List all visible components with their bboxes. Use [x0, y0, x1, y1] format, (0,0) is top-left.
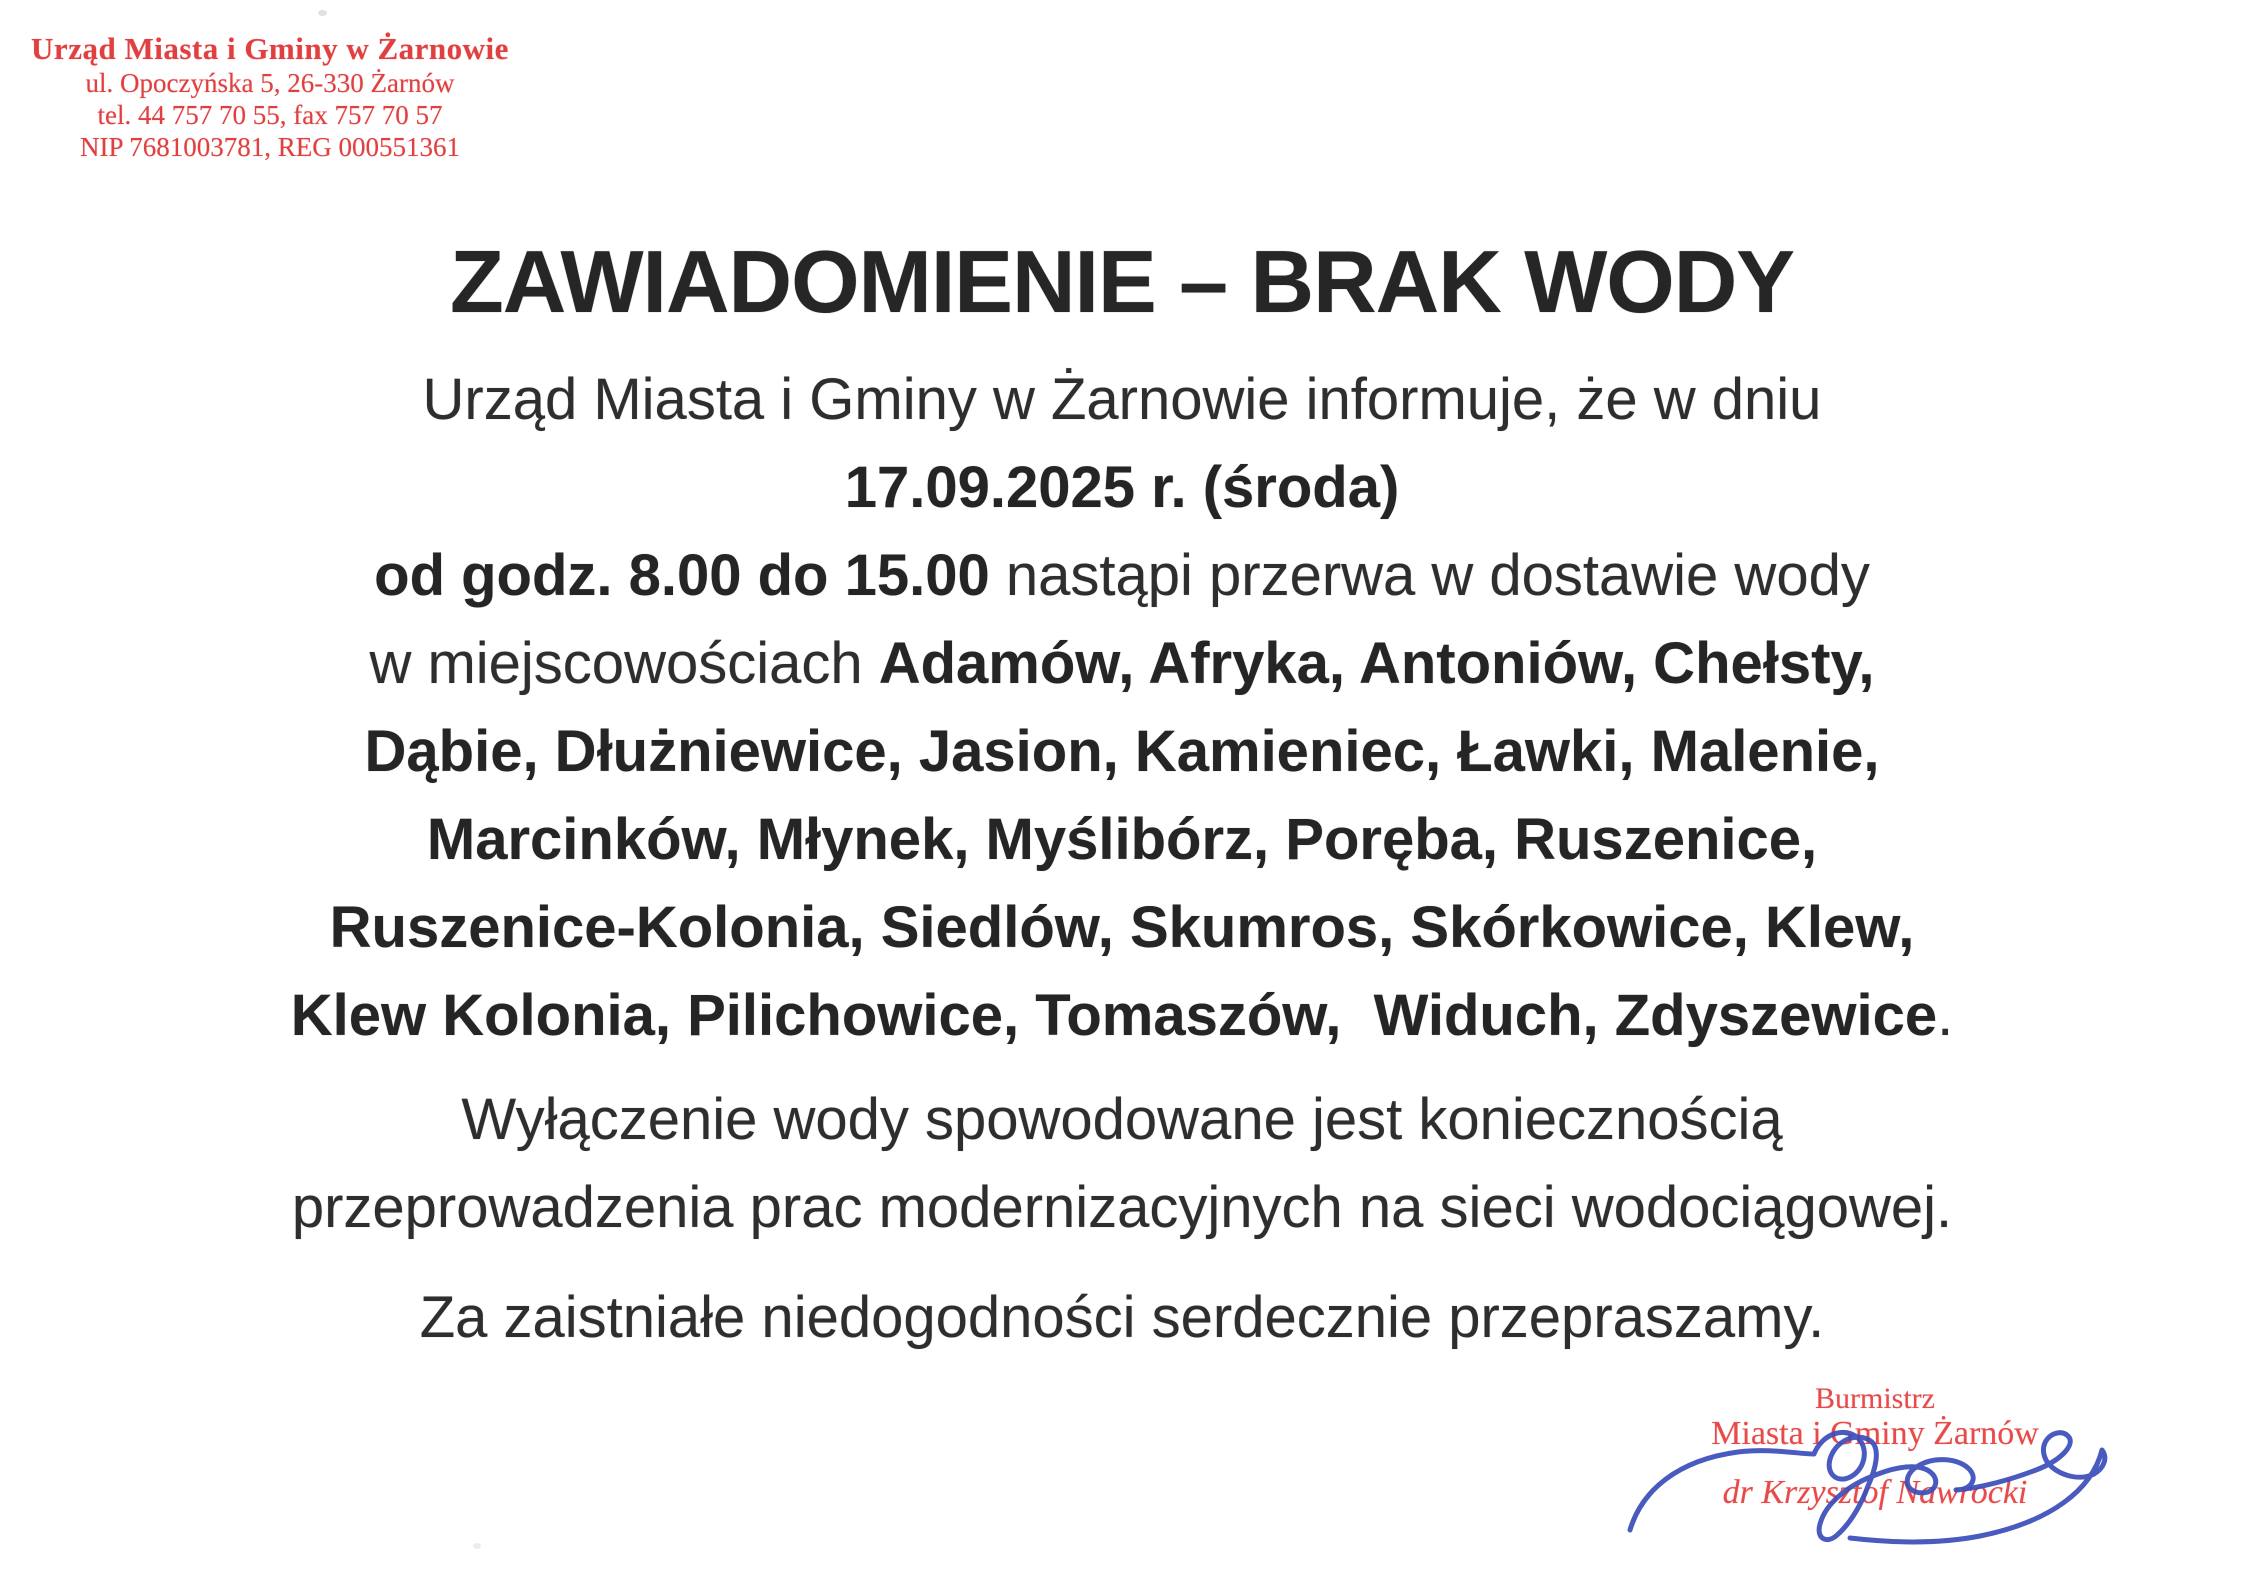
stamp-phone-fax: tel. 44 757 70 55, fax 757 70 57 — [97, 100, 443, 130]
villages-group-5: Klew Kolonia, Pilichowice, Tomaszów, Widuch, Zdyszewice — [290, 983, 1938, 1048]
office-stamp — [30, 30, 510, 163]
signature-block — [1630, 1382, 2120, 1511]
villages-intro: w miejscowościach — [369, 631, 879, 696]
page-title: ZAWIADOMIENIE – BRAK WODY — [450, 232, 1794, 331]
stamp-nip-reg: NIP 7681003781, REG 000551361 — [79, 132, 460, 162]
villages-group-1: Adamów, Afryka, Antoniów, Chełsty, — [878, 631, 1875, 696]
villages-end-period: . — [1937, 983, 1954, 1048]
villages-line-5 — [0, 972, 2244, 1060]
villages-line-2: Dąbie, Dłużniewice, Jasion, Kamieniec, Ławki, Malenie, — [364, 719, 1880, 784]
apology-line: Za zaistniałe niedogodności serdecznie przepraszamy. — [419, 1285, 1825, 1350]
signer-office: Miasta i Gminy Żarnów — [1711, 1415, 2039, 1452]
reason-line-2: przeprowadzenia prac modernizacyjnych na sieci wodociągowej. — [291, 1175, 1953, 1240]
outage-paragraph — [0, 356, 2244, 1060]
outage-hours-rest: nastąpi przerwa w dostawie wody — [989, 543, 1870, 608]
outage-date: 17.09.2025 r. (środa) — [844, 455, 1400, 520]
outage-hours: od godz. 8.00 do 15.00 — [374, 543, 990, 608]
reason-line-1: Wyłączenie wody spowodowane jest koniecznością — [461, 1087, 1783, 1152]
signer-name: dr Krzysztof Nawrocki — [1722, 1474, 2028, 1511]
outage-hours-line — [0, 532, 2244, 620]
villages-line-4: Ruszenice-Kolonia, Siedlów, Skumros, Skórkowice, Klew, — [329, 895, 1915, 960]
scan-artifact-speck — [473, 1543, 481, 1549]
stamp-address: ul. Opoczyńska 5, 26-330 Żarnów — [85, 68, 455, 98]
signer-role: Burmistrz — [1815, 1382, 1935, 1415]
reason-paragraph — [0, 1076, 2244, 1252]
scan-artifact-speck — [318, 10, 327, 16]
stamp-office-name: Urząd Miasta i Gminy w Żarnowie — [31, 31, 509, 66]
apology-paragraph — [0, 1274, 2244, 1362]
villages-line-3: Marcinków, Młynek, Myślibórz, Poręba, Ruszenice, — [426, 807, 1818, 872]
villages-line-1 — [0, 620, 2244, 708]
intro-line: Urząd Miasta i Gminy w Żarnowie informuje, że w dniu — [422, 367, 1822, 432]
